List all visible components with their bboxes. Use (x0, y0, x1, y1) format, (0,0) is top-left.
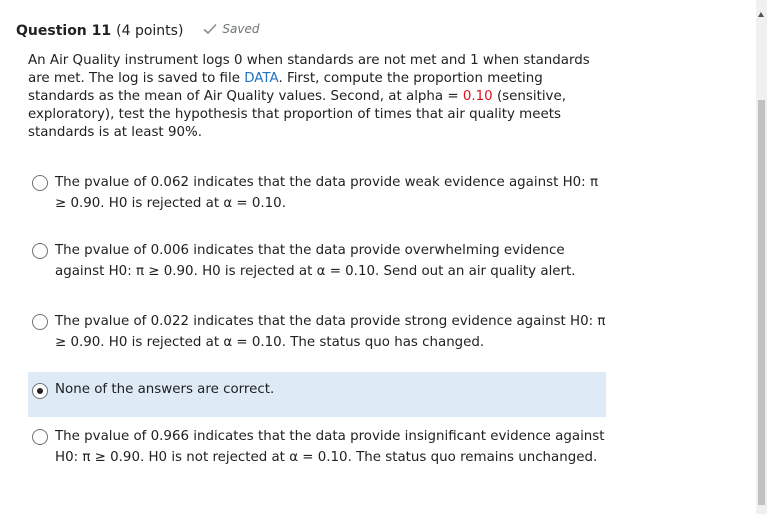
alpha-value: 0.10 (462, 89, 493, 104)
answer-option-4-text: None of the answers are correct. (55, 382, 275, 397)
answer-option-1-text: The pvalue of 0.062 indicates that the data provide weak evidence against H0: π ≥ 0.90. H0 is rejected at α = 0.10. (55, 175, 599, 211)
answer-option-1[interactable] (28, 170, 606, 216)
answer-option-3[interactable] (28, 309, 606, 355)
vertical-scrollbar[interactable] (756, 0, 767, 514)
question-text-part3: (sensitive, exploratory), test the hypothesis that proportion of times that air quality meets standards is at least 90%. (28, 89, 566, 140)
answer-option-2-text: The pvalue of 0.006 indicates that the data provide overwhelming evidence against H0: π ≥ 0.90. H0 is rejected at α = 0.10. Send out an air quality alert. (55, 243, 576, 279)
question-points: (4 points) (116, 23, 184, 39)
scroll-up-arrow-icon[interactable] (758, 12, 764, 17)
radio-button-option-3[interactable] (32, 314, 48, 330)
question-text (28, 52, 603, 142)
check-icon (203, 23, 217, 35)
answer-option-4[interactable] (28, 372, 606, 417)
question-header (16, 22, 260, 44)
answer-option-5-text: The pvalue of 0.966 indicates that the data provide insignificant evidence against H0: π ≥ 0.90. H0 is not rejected at α = 0.10. The status quo remains unchanged. (55, 429, 605, 465)
radio-button-option-4[interactable] (32, 383, 48, 399)
radio-button-option-5[interactable] (32, 429, 48, 445)
answer-option-3-text: The pvalue of 0.022 indicates that the data provide strong evidence against H0: π ≥ 0.90. H0 is rejected at α = 0.10. The status quo has changed. (55, 314, 606, 350)
question-text-part2: . First, compute the proportion meeting standards as the mean of Air Quality values. Second, at alpha = (28, 71, 543, 104)
answer-option-2[interactable] (28, 238, 606, 284)
saved-status (203, 22, 259, 36)
question-title: Question 11 (16, 23, 112, 39)
radio-button-option-1[interactable] (32, 175, 48, 191)
data-file-link[interactable]: DATA (244, 71, 279, 86)
answer-option-5[interactable] (28, 424, 606, 490)
question-text-part1: An Air Quality instrument logs 0 when standards are not met and 1 when standards are met. The log is saved to file (28, 53, 590, 86)
saved-label: Saved (222, 22, 260, 36)
radio-button-option-2[interactable] (32, 243, 48, 259)
scrollbar-thumb[interactable] (758, 100, 765, 505)
